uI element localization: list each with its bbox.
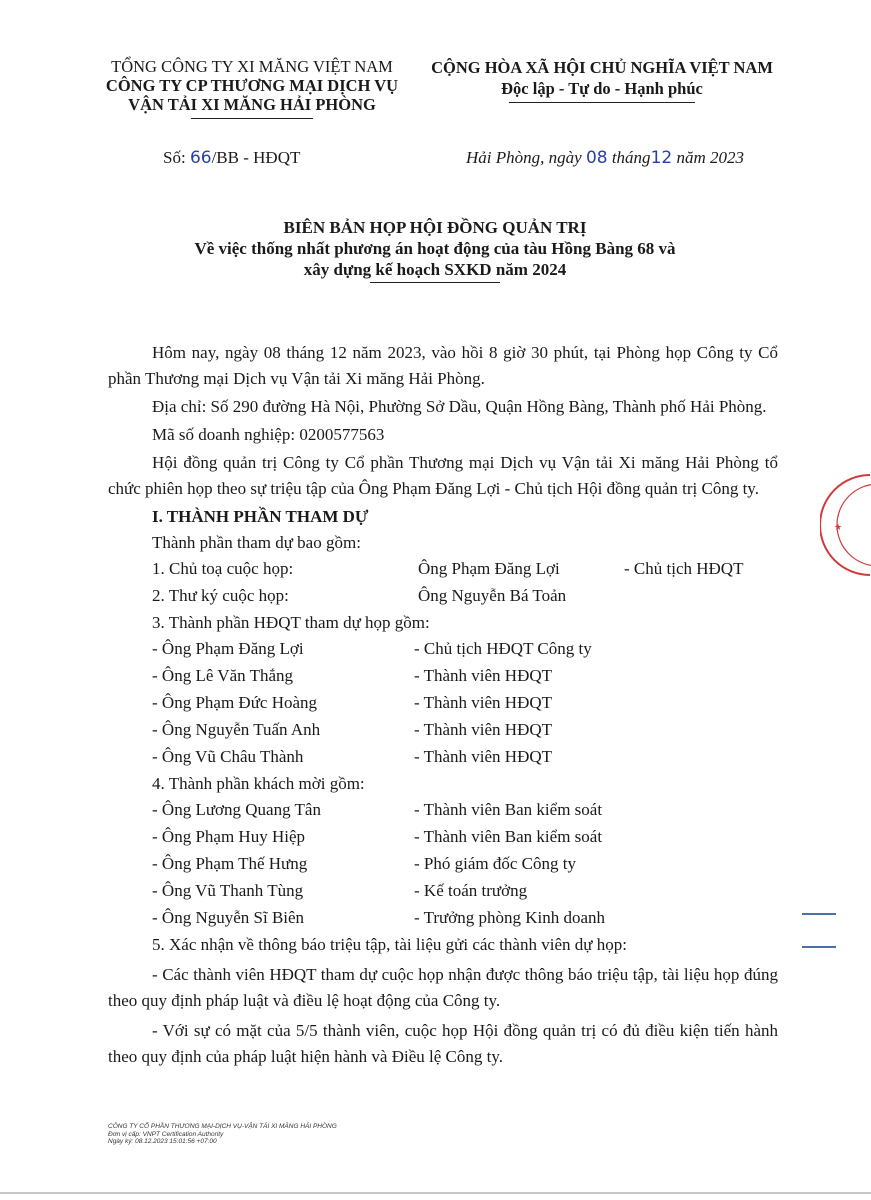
member-name: - Ông Nguyễn Tuấn Anh	[152, 720, 321, 739]
title-line2: Về việc thống nhất phương án hoạt động của tàu Hồng Bàng 68 và	[194, 239, 676, 258]
intro-paragraph-1: Hôm nay, ngày 08 tháng 12 năm 2023, vào hồi 8 giờ 30 phút, tại Phòng họp Công ty Cổ phần Thương mại Dịch vụ Vận tải Xi măng Hải Phòng.	[108, 343, 778, 388]
certificate-authority: Đơn vị cấp: VNPT Certification Authority	[108, 1130, 224, 1138]
date-day-handwritten: 08	[585, 148, 608, 168]
board-member-row	[108, 663, 778, 690]
margin-mark	[802, 946, 836, 948]
doc-number-suffix: /BB - HĐQT	[211, 148, 301, 167]
date-year: năm 2023	[676, 148, 744, 167]
member-role: - Chủ tịch HĐQT Công ty	[414, 639, 592, 658]
guest-role: - Thành viên Ban kiểm soát	[414, 827, 603, 846]
header-left-rule	[191, 118, 313, 119]
company-name-line1: CÔNG TY CP THƯƠNG MẠI DỊCH VỤ	[105, 76, 399, 95]
doc-number-handwritten: 66	[189, 148, 212, 168]
confirmation-paragraph-2: - Với sự có mặt của 5/5 thành viên, cuộc họp Hội đồng quản trị có đủ điều kiện tiến hành theo quy định của pháp luật hiện hành và Điều lệ Công ty.	[108, 1021, 778, 1066]
intro-paragraph-3: Mã số doanh nghiệp: 0200577563	[152, 425, 385, 444]
chair-label: 1. Chủ toạ cuộc họp:	[152, 559, 294, 578]
date-prefix: Hải Phòng, ngày	[466, 148, 582, 167]
page-bottom-edge	[0, 1192, 871, 1194]
guest-row	[108, 824, 778, 851]
guest-role: - Thành viên Ban kiểm soát	[414, 800, 603, 819]
secretary-label: 2. Thư ký cuộc họp:	[152, 586, 289, 605]
guest-row	[108, 797, 778, 824]
board-member-row	[108, 717, 778, 744]
issuer-header	[96, 57, 408, 119]
title-line3: xây dựng kế hoạch SXKD năm 2024	[303, 260, 567, 279]
margin-mark	[802, 913, 836, 915]
board-heading: 3. Thành phần HĐQT tham dự họp gồm:	[152, 613, 430, 632]
date-month-handwritten: 12	[650, 148, 673, 168]
secretary-row	[108, 583, 778, 610]
member-role: - Thành viên HĐQT	[414, 666, 553, 685]
guests-heading: 4. Thành phần khách mời gồm:	[152, 774, 365, 793]
guest-name: - Ông Lương Quang Tân	[152, 800, 321, 819]
member-name: - Ông Vũ Châu Thành	[152, 747, 304, 766]
document-title	[90, 217, 780, 283]
guest-name: - Ông Phạm Huy Hiệp	[152, 827, 305, 846]
chair-row	[108, 556, 778, 583]
document-body	[108, 340, 778, 1070]
national-title: CỘNG HÒA XÃ HỘI CHỦ NGHĨA VIỆT NAM	[431, 58, 773, 77]
intro-paragraph-2: Địa chỉ: Số 290 đường Hà Nội, Phường Sở Dầu, Quận Hồng Bàng, Thành phố Hải Phòng.	[152, 397, 767, 416]
confirmation-paragraph-1: - Các thành viên HĐQT tham dự cuộc họp nhận được thông báo triệu tập, tài liệu họp đúng theo quy định pháp luật và điều lệ hoạt động của Công ty.	[108, 965, 778, 1010]
guest-row	[108, 905, 778, 932]
national-header	[414, 57, 790, 103]
guest-row	[108, 851, 778, 878]
member-name: - Ông Phạm Đức Hoàng	[152, 693, 318, 712]
board-member-row	[108, 636, 778, 663]
board-member-row	[108, 744, 778, 771]
date-line	[466, 148, 744, 168]
guest-role: - Kế toán trưởng	[414, 881, 528, 900]
date-month-label: tháng	[611, 148, 651, 167]
member-role: - Thành viên HĐQT	[414, 720, 553, 739]
svg-text:★: ★	[834, 523, 843, 533]
guest-role: - Phó giám đốc Công ty	[414, 854, 576, 873]
intro-paragraph-4: Hội đồng quản trị Công ty Cổ phần Thương mại Dịch vụ Vận tải Xi măng Hải Phòng tổ chức phiên họp theo sự triệu tập của Ông Phạm Đăng Lợi - Chủ tịch Hội đồng quản trị Công ty.	[108, 453, 778, 498]
guest-name: - Ông Nguyễn Sĩ Biên	[152, 908, 305, 927]
member-name: - Ông Phạm Đăng Lợi	[152, 639, 304, 658]
title-line1: BIÊN BẢN HỌP HỘI ĐỒNG QUẢN TRỊ	[283, 218, 587, 237]
header-right-rule	[509, 102, 695, 103]
digital-signature-info	[108, 1123, 337, 1146]
board-member-row	[108, 690, 778, 717]
secretary-name: Ông Nguyễn Bá Toản	[418, 586, 567, 605]
board-list	[108, 636, 778, 771]
guest-row	[108, 878, 778, 905]
member-role: - Thành viên HĐQT	[414, 693, 553, 712]
chair-role: - Chủ tịch HĐQT	[624, 559, 744, 578]
section-heading: I. THÀNH PHẦN THAM DỰ	[152, 507, 369, 526]
signing-time: Ngày ký: 08.12.2023 15:01:56 +07:00	[108, 1138, 217, 1145]
member-name: - Ông Lê Văn Thắng	[152, 666, 294, 685]
guest-list	[108, 797, 778, 932]
signer-company: CÔNG TY CỔ PHẦN THƯƠNG MẠI-DỊCH VỤ-VẬN TẢI XI MĂNG HẢI PHÒNG	[108, 1123, 337, 1130]
document-number	[163, 148, 300, 168]
guest-role: - Trưởng phòng Kinh doanh	[414, 908, 606, 927]
guest-name: - Ông Phạm Thế Hưng	[152, 854, 308, 873]
parent-company: TỔNG CÔNG TY XI MĂNG VIỆT NAM	[111, 57, 393, 76]
title-rule	[370, 282, 500, 283]
member-role: - Thành viên HĐQT	[414, 747, 553, 766]
national-motto: Độc lập - Tự do - Hạnh phúc	[501, 79, 703, 98]
chair-name: Ông Phạm Đăng Lợi	[418, 559, 560, 578]
red-seal-fragment	[820, 470, 871, 580]
company-name-line2: VẬN TẢI XI MĂNG HẢI PHÒNG	[128, 95, 376, 114]
confirmation-heading: 5. Xác nhận về thông báo triệu tập, tài liệu gửi các thành viên dự họp:	[152, 935, 627, 954]
doc-number-prefix: Số:	[163, 148, 186, 167]
attendance-lead: Thành phần tham dự bao gồm:	[152, 533, 361, 552]
guest-name: - Ông Vũ Thanh Tùng	[152, 881, 304, 900]
